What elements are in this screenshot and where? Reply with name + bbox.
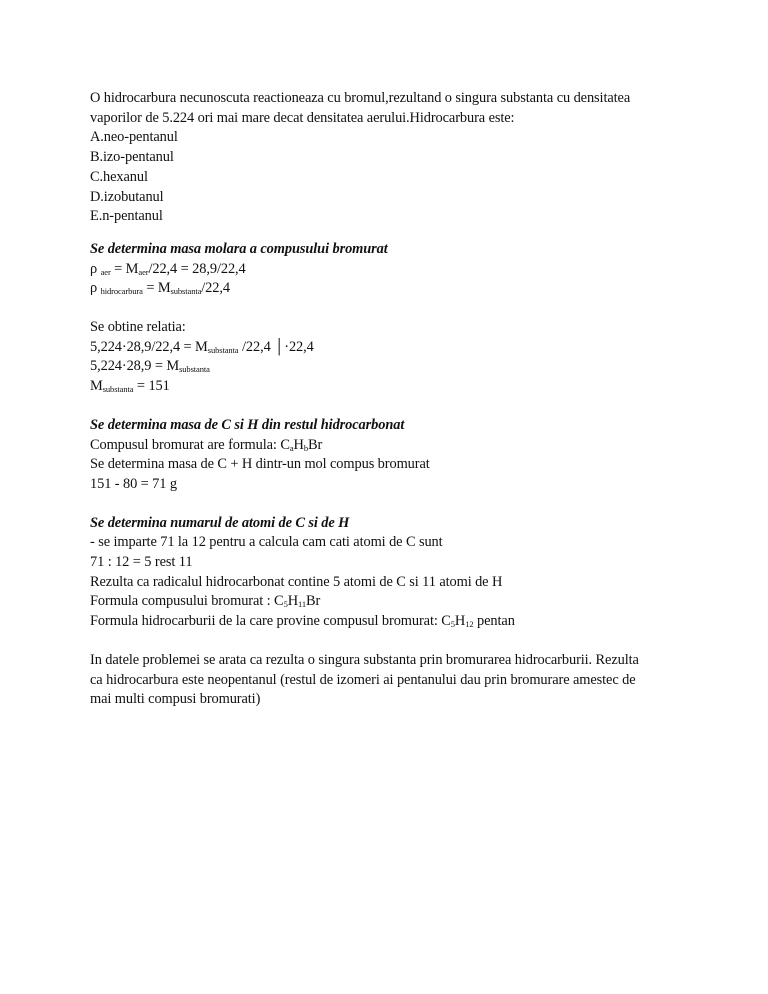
mass-calculation: 151 - 80 = 71 g [90,475,177,492]
relation-equation-2: $5,224\cdot 28,9 = M_{substanta}$ [90,358,210,375]
hydrocarbon-formula: Formula hidrocarburii de la care provine compusul bromurat: $C_5H_{12}$ pentan [90,613,515,630]
equation-rho-hydrocarbon: ρ $_{hidrocarbura} = M_{substanta}/22,4$ [90,280,230,297]
section-heading-c-h-mass: Se determina masa de C si H din restul hidrocarbonat [90,416,405,433]
atom-count-step-1: - se imparte 71 la 12 pentru a calcula cam cati atomi de C sunt [90,534,443,551]
document-page [90,89,710,710]
conclusion-line-1: In datele problemei se arata ca rezulta o singura substanta prin bromurarea hidrocarburii. Rezulta [90,651,639,668]
option-b: B.izo-pentanul [90,149,174,166]
option-c: C.hexanul [90,168,148,185]
mass-determination-line: Se determina masa de C + H dintr-un mol compus bromurat [90,456,430,473]
option-a: A.neo-pentanul [90,129,178,146]
compound-formula-specific: Formula compusului bromurat : $C_5H_{11}Br$ [90,593,321,610]
problem-statement-line-2: vaporilor de 5.224 ori mai mare decat densitatea aerului.Hidrocarbura este: [90,109,515,126]
atom-count-step-3: Rezulta ca radicalul hidrocarbonat contine 5 atomi de C si 11 atomi de H [90,573,503,590]
compound-formula-general: Compusul bromurat are formula: $C_aH_bBr$ [90,436,323,453]
section-heading-atom-count: Se determina numarul de atomi de C si de H [90,514,350,531]
option-e: E.n-pentanul [90,208,163,225]
conclusion-line-2: ca hidrocarbura este neopentanul (restul de izomeri ai pentanului dau prin bromurare amestec de [90,671,636,688]
equation-rho-air: ρ $_{aer} = M_{aer}/22,4 = 28,9/22,4$ [90,260,246,277]
problem-statement-line-1: O hidrocarbura necunoscuta reactioneaza cu bromul,rezultand o singura substanta cu densitatea [90,90,631,106]
option-d: D.izobutanul [90,188,164,205]
conclusion-line-3: mai multi compusi bromurati) [90,691,261,708]
relation-equation-1: $5,224\cdot 28,9/22,4 = M_{substanta}$ /22,4 │·22,4 [90,338,314,355]
section-heading-molar-mass: Se determina masa molara a compusului bromurat [90,240,388,257]
relation-intro: Se obtine relatia: [90,319,186,336]
atom-count-step-2: 71 : 12 = 5 rest 11 [90,554,193,571]
molar-mass-result: $M_{substanta} = 151$ [90,378,170,395]
